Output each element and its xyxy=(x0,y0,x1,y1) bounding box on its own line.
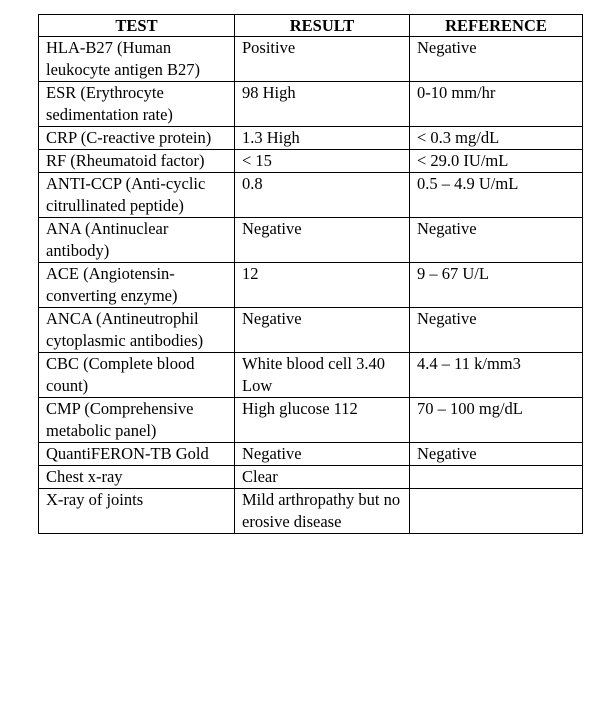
reference-cell: < 0.3 mg/dL xyxy=(410,127,583,150)
result-cell: 1.3 High xyxy=(235,127,410,150)
reference-cell: 9 – 67 U/L xyxy=(410,263,583,308)
result-cell: Negative xyxy=(235,443,410,466)
reference-cell: < 29.0 IU/mL xyxy=(410,150,583,173)
reference-cell: 0-10 mm/hr xyxy=(410,82,583,127)
table-row xyxy=(39,150,583,173)
table-row xyxy=(39,218,583,263)
reference-cell: 4.4 – 11 k/mm3 xyxy=(410,353,583,398)
table-row xyxy=(39,263,583,308)
test-cell: ACE (Angiotensin-converting enzyme) xyxy=(39,263,235,308)
reference-cell: Negative xyxy=(410,37,583,82)
table-row xyxy=(39,353,583,398)
table-row xyxy=(39,127,583,150)
reference-cell: Negative xyxy=(410,443,583,466)
reference-cell: 0.5 – 4.9 U/mL xyxy=(410,173,583,218)
column-header-test: TEST xyxy=(39,15,235,37)
test-cell: CRP (C-reactive protein) xyxy=(39,127,235,150)
table-row xyxy=(39,173,583,218)
test-cell: CMP (Comprehensive metabolic panel) xyxy=(39,398,235,443)
table-row xyxy=(39,398,583,443)
result-cell: 98 High xyxy=(235,82,410,127)
reference-cell: Negative xyxy=(410,218,583,263)
result-cell: White blood cell 3.40 Low xyxy=(235,353,410,398)
result-cell: Negative xyxy=(235,308,410,353)
result-cell: High glucose 112 xyxy=(235,398,410,443)
result-cell: Clear xyxy=(235,466,410,489)
reference-cell: 70 – 100 mg/dL xyxy=(410,398,583,443)
reference-cell xyxy=(410,466,583,489)
column-header-reference: REFERENCE xyxy=(410,15,583,37)
table-row xyxy=(39,37,583,82)
table-row xyxy=(39,308,583,353)
test-cell: X-ray of joints xyxy=(39,489,235,534)
table-row xyxy=(39,466,583,489)
result-cell: 0.8 xyxy=(235,173,410,218)
result-cell: < 15 xyxy=(235,150,410,173)
test-cell: ESR (Erythrocyte sedimentation rate) xyxy=(39,82,235,127)
result-cell: Negative xyxy=(235,218,410,263)
table-row xyxy=(39,82,583,127)
test-cell: CBC (Complete blood count) xyxy=(39,353,235,398)
test-cell: ANCA (Antineutrophil cytoplasmic antibodies) xyxy=(39,308,235,353)
test-cell: ANA (Antinuclear antibody) xyxy=(39,218,235,263)
reference-cell xyxy=(410,489,583,534)
test-cell: RF (Rheumatoid factor) xyxy=(39,150,235,173)
result-cell: 12 xyxy=(235,263,410,308)
lab-results-table xyxy=(38,14,583,534)
test-cell: ANTI-CCP (Anti-cyclic citrullinated peptide) xyxy=(39,173,235,218)
test-cell: HLA-B27 (Human leukocyte antigen B27) xyxy=(39,37,235,82)
column-header-result: RESULT xyxy=(235,15,410,37)
table-row xyxy=(39,489,583,534)
test-cell: Chest x-ray xyxy=(39,466,235,489)
result-cell: Positive xyxy=(235,37,410,82)
table-row xyxy=(39,443,583,466)
header-row xyxy=(39,15,583,37)
reference-cell: Negative xyxy=(410,308,583,353)
result-cell: Mild arthropathy but no erosive disease xyxy=(235,489,410,534)
test-cell: QuantiFERON-TB Gold xyxy=(39,443,235,466)
